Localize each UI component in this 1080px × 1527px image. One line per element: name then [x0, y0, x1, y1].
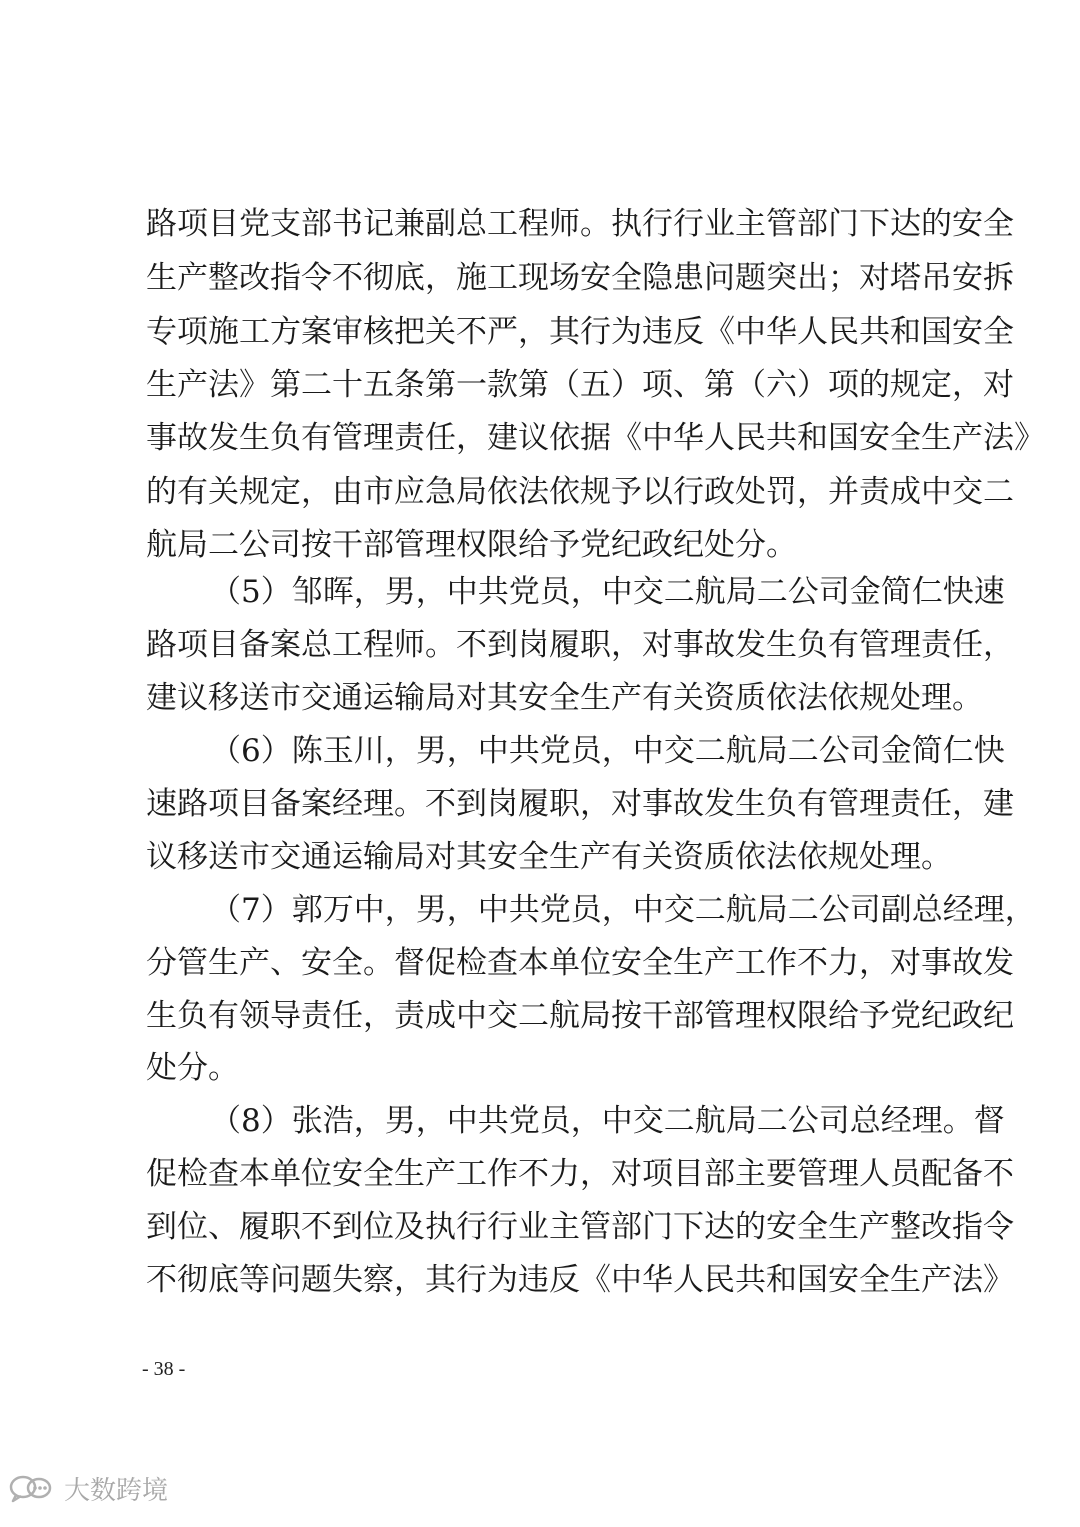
page-number: - 38 - — [142, 1358, 186, 1380]
text-line: 的有关规定，由市应急局依法依规予以行政处罚，并责成中交二 — [146, 474, 1014, 510]
chat-bubbles-logo-icon — [8, 1473, 54, 1503]
watermark-text: 大数跨境 — [64, 1475, 169, 1506]
text-line: 事故发生负有管理责任，建议依据《中华人民共和国安全生产法》 — [146, 420, 1045, 456]
text-line: 建议移送市交通运输局对其安全生产有关资质依法依规处理。 — [146, 680, 983, 716]
text-line: 航局二公司按干部管理权限给予党纪政纪处分。 — [146, 527, 797, 563]
text-line: 处分。 — [146, 1050, 239, 1086]
paragraph-start-line: （5）邹晖，男，中共党员，中交二航局二公司金简仁快速 — [210, 574, 1005, 610]
paragraph-start-line: （8）张浩，男，中共党员，中交二航局二公司总经理。督 — [210, 1103, 1005, 1139]
text-line: 议移送市交通运输局对其安全生产有关资质依法依规处理。 — [146, 839, 952, 875]
text-line: 专项施工方案审核把关不严，其行为违反《中华人民共和国安全 — [146, 314, 1014, 350]
text-line: 促检查本单位安全生产工作不力，对项目部主要管理人员配备不 — [146, 1156, 1014, 1192]
text-line: 生产整改指令不彻底，施工现场安全隐患问题突出；对塔吊安拆 — [146, 260, 1014, 296]
paragraph-start-line: （6）陈玉川，男，中共党员，中交二航局二公司金简仁快 — [210, 733, 1005, 769]
paragraph-start-line: （7）郭万中，男，中共党员，中交二航局二公司副总经理， — [210, 892, 1036, 928]
text-line: 路项目备案总工程师。不到岗履职，对事故发生负有管理责任， — [146, 627, 1014, 663]
text-line: 不彻底等问题失察，其行为违反《中华人民共和国安全生产法》 — [146, 1262, 1014, 1298]
watermark — [8, 1463, 168, 1513]
text-line: 分管生产、安全。督促检查本单位安全生产工作不力，对事故发 — [146, 945, 1014, 981]
text-line: 生负有领导责任，责成中交二航局按干部管理权限给予党纪政纪 — [146, 998, 1014, 1034]
text-line: 生产法》第二十五条第一款第（五）项、第（六）项的规定，对 — [146, 367, 1014, 403]
text-line: 路项目党支部书记兼副总工程师。执行行业主管部门下达的安全 — [146, 206, 1014, 242]
text-line: 速路项目备案经理。不到岗履职，对事故发生负有管理责任，建 — [146, 786, 1014, 822]
text-line: 到位、履职不到位及执行行业主管部门下达的安全生产整改指令 — [146, 1209, 1014, 1245]
